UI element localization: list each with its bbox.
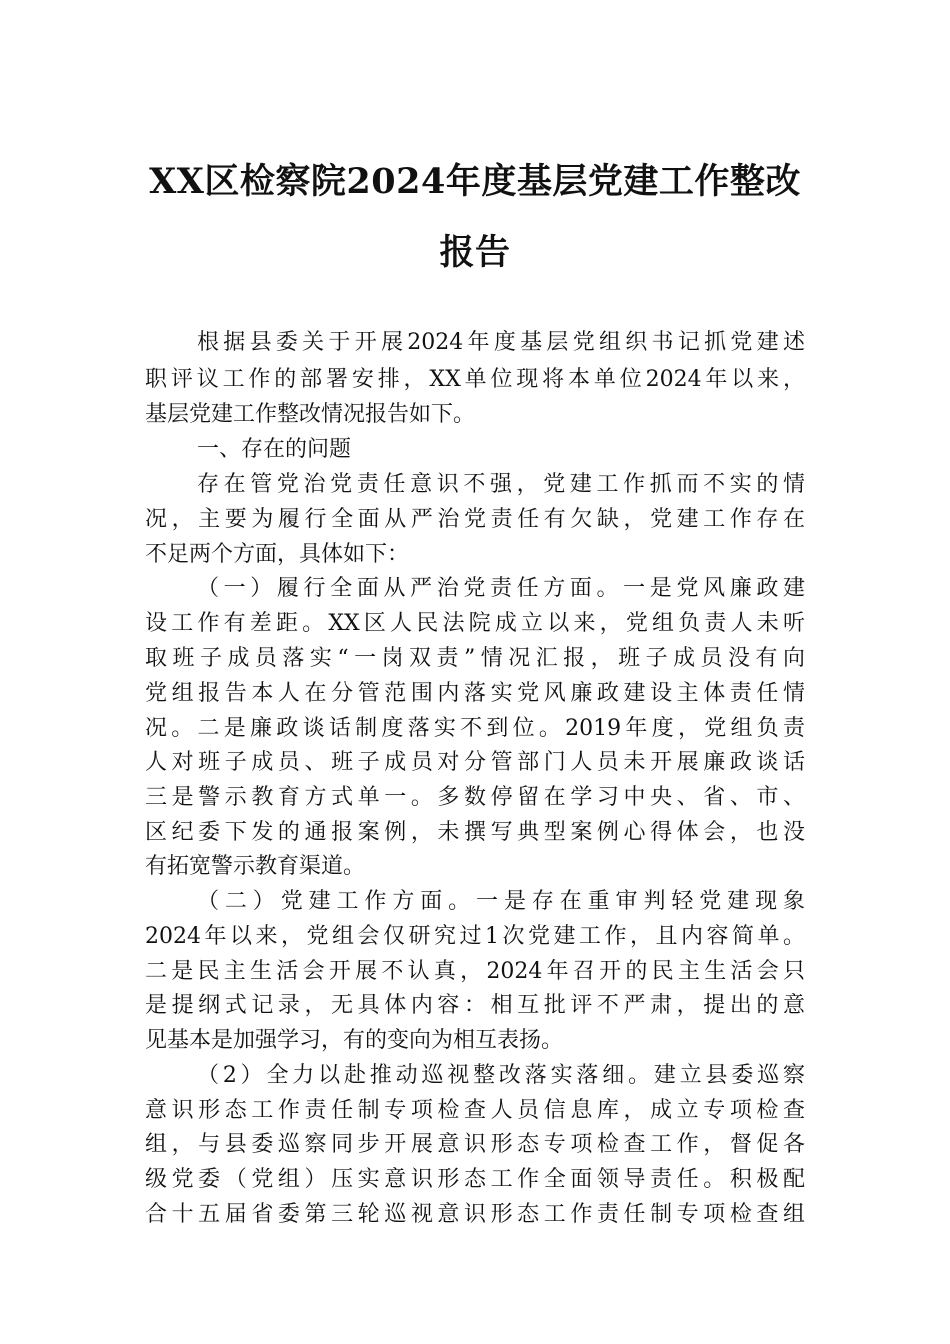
paragraph-line: （二）党建工作方面。一是存在重审判轻党建现象 <box>197 889 805 914</box>
paragraph-line: 基层党建工作整改情况报告如下。 <box>145 402 476 427</box>
paragraph-line: 况。二是廉政谈话制度落实不到位。2019年度，党组负责 <box>145 716 805 741</box>
section-heading: 一、存在的问题 <box>197 437 352 462</box>
paragraph-line: 况，主要为履行全面从严治党责任有欠缺，党建工作存在 <box>145 507 805 532</box>
paragraph-line: 存在管党治党责任意识不强，党建工作抓而不实的情 <box>197 472 805 497</box>
paragraph-line: 见基本是加强学习，有的变向为相互表扬。 <box>145 1028 564 1053</box>
document-title-line-1: XX区检察院2024年度基层党建工作整改 <box>149 161 801 202</box>
paragraph-line: 三是警示教育方式单一。多数停留在学习中央、省、市、 <box>145 785 805 810</box>
document-title-line-2: 报告 <box>439 232 511 273</box>
paragraph-line: 级党委（党组）压实意识形态工作全面领导责任。积极配 <box>145 1167 805 1192</box>
paragraph-line: 取班子成员落实“一岗双责”情况汇报，班子成员没有向 <box>145 646 805 671</box>
paragraph-line: 2024年以来，党组会仅研究过1次党建工作，且内容简单。 <box>145 924 805 949</box>
paragraph-line: 人对班子成员、班子成员对分管部门人员未开展廉政谈话 <box>145 750 805 775</box>
paragraph-line: 根据县委关于开展2024年度基层党组织书记抓党建述 <box>197 330 805 355</box>
paragraph-line: 职评议工作的部署安排，XX单位现将本单位2024年以来， <box>145 367 805 392</box>
paragraph-line: 党组报告本人在分管范围内落实党风廉政建设主体责任情 <box>145 681 805 706</box>
paragraph-line: （一）履行全面从严治党责任方面。一是党风廉政建 <box>197 576 805 601</box>
paragraph-line: 有拓宽警示教育渠道。 <box>145 854 366 879</box>
paragraph-line: 二是民主生活会开展不认真，2024年召开的民主生活会只 <box>145 959 805 984</box>
paragraph-line: 组，与县委巡察同步开展意识形态专项检查工作，督促各 <box>145 1132 805 1157</box>
paragraph-line: 不足两个方面，具体如下： <box>145 542 410 567</box>
paragraph-line: （2）全力以赴推动巡视整改落实落细。建立县委巡察 <box>197 1063 805 1088</box>
paragraph-line: 区纪委下发的通报案例，未撰写典型案例心得体会，也没 <box>145 820 805 845</box>
paragraph-line: 设工作有差距。XX区人民法院成立以来，党组负责人未听 <box>145 611 805 636</box>
paragraph-line: 合十五届省委第三轮巡视意识形态工作责任制专项检查组 <box>145 1202 805 1227</box>
paragraph-line: 意识形态工作责任制专项检查人员信息库，成立专项检查 <box>145 1098 805 1123</box>
paragraph-line: 是提纲式记录，无具体内容：相互批评不严肃，提出的意 <box>145 993 805 1018</box>
